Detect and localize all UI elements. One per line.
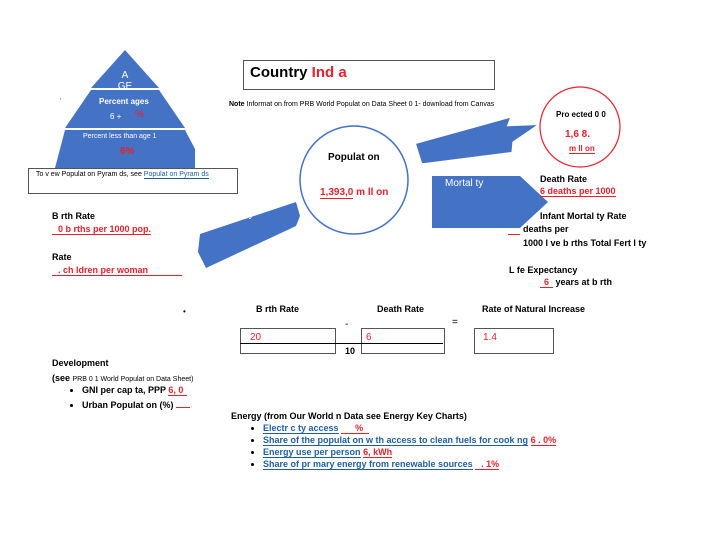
population-value — [320, 187, 388, 198]
percent-ages-label: Percent ages — [99, 97, 149, 106]
fertility-arrow-label: ty — [246, 209, 254, 220]
ni-minus: - — [345, 319, 349, 330]
birth-rate-label: B rth Rate — [52, 211, 96, 221]
side-mark: ' — [60, 98, 62, 105]
ni-divisor: 10 — [345, 346, 356, 356]
ni-fraction-line — [240, 343, 443, 344]
ni-rate-label: Rate of Natural Increase — [482, 304, 586, 314]
energy-value-renewables: . 1% — [475, 459, 499, 470]
gni-label: GNI per cap ta, PPP — [82, 385, 166, 395]
development-source-prefix: (see — [52, 373, 73, 383]
projected-value: 1,6 8. — [565, 129, 591, 140]
death-rate-value: 6 deaths per 1000 — [540, 186, 616, 196]
energy-value-energy-use: 6, kWh — [363, 447, 393, 457]
ni-death-label: Death Rate — [377, 304, 425, 314]
population-circle — [298, 124, 410, 236]
percent-ages-value: 6 + — [110, 112, 122, 121]
note-text: Informat on from PRB World Populat on Data Sheet 0 1- download from Canvas — [246, 101, 495, 108]
pyramid-top-label: A GE — [117, 70, 133, 92]
birth-rate-value: 0 b rths per 1000 pop. — [52, 224, 151, 235]
energy-value-clean-fuels: 6 . 0% — [530, 435, 557, 445]
mortality-arrow-label: Mortal ty — [445, 178, 484, 189]
percent-less-label: Percent less than age 1 — [83, 133, 157, 140]
projected-label: Pro ected 0 0 — [556, 110, 606, 119]
energy-item-electricity — [263, 423, 556, 433]
life-expectancy-value: 6 — [540, 277, 553, 288]
population-label: Populat on — [328, 152, 380, 163]
energy-title: Energy (from Our World n Data see Energy Key Charts) — [231, 411, 467, 421]
note-label: Note — [229, 101, 245, 108]
development-title: Development — [52, 358, 109, 368]
ni-rate-value: 1.4 — [483, 332, 497, 343]
energy-label-clean-fuels[interactable]: Share of the populat on w th access to clean fuels for cook ng — [263, 435, 529, 445]
life-expectancy-label: L fe Expectancy — [509, 265, 578, 275]
energy-label-renewables[interactable]: Share of pr mary energy from renewable sources — [263, 459, 473, 469]
energy-list — [243, 423, 556, 471]
ni-equals: = — [452, 317, 458, 328]
title-prefix: Country — [250, 64, 308, 81]
percent-less-value: 6% — [120, 146, 135, 157]
energy-label-energy-use[interactable]: Energy use per person — [263, 447, 361, 457]
ni-birth-value: 20 — [250, 332, 330, 344]
population-unit: m ll on — [356, 187, 389, 198]
energy-value-electricity: % — [341, 423, 369, 434]
percent-ages-pct: % — [135, 109, 144, 120]
urban-item — [82, 397, 190, 410]
energy-item-energy-use — [263, 447, 556, 457]
projected-unit: m ll on — [569, 144, 595, 153]
development-list — [62, 385, 190, 412]
death-rate-label: Death Rate — [540, 174, 588, 184]
urban-label: Urban Populat on (%) — [82, 400, 174, 410]
ni-birth-label: B rth Rate — [256, 304, 300, 314]
fertility-rate-label: Rate — [52, 252, 72, 262]
life-expectancy-line — [540, 277, 612, 287]
development-source-text: PRB 0 1 World Populat on Data Sheet) — [72, 376, 194, 383]
infant-mortality-blank — [508, 233, 520, 235]
energy-item-clean-fuels — [263, 435, 556, 445]
fertility-rate-value: . ch ldren per woman — [52, 265, 182, 276]
urban-value — [176, 397, 190, 408]
pyramid-link-anchor[interactable]: Populat on Pyram ds — [143, 171, 209, 178]
infant-mortality-line1: deaths per — [523, 224, 569, 234]
pyramid-link — [36, 171, 209, 178]
gni-value: 6, 0 — [168, 385, 187, 396]
energy-item-renewables — [263, 459, 556, 469]
bullet-mark: • — [183, 307, 186, 316]
energy-label-electricity[interactable]: Electr c ty access — [263, 423, 339, 433]
population-number: 1,393,0 — [320, 187, 354, 198]
gni-item — [82, 385, 190, 395]
infant-mortality-line2: 1000 l ve b rths Total Fert l ty — [523, 238, 647, 248]
infant-mortality-label: Infant Mortal ty Rate — [540, 211, 627, 221]
projected-circle — [538, 85, 622, 169]
title-country: Ind a — [311, 64, 347, 81]
pyramid-middle — [65, 90, 185, 128]
note — [229, 101, 494, 108]
ni-death-value: 6 — [366, 332, 436, 344]
development-source — [52, 373, 193, 383]
pyramid-link-text: To v ew Populat on Pyram ds, see — [36, 171, 144, 178]
arrow-to-projected — [412, 118, 542, 163]
page-title — [250, 64, 347, 81]
life-expectancy-unit: years at b rth — [555, 277, 613, 287]
